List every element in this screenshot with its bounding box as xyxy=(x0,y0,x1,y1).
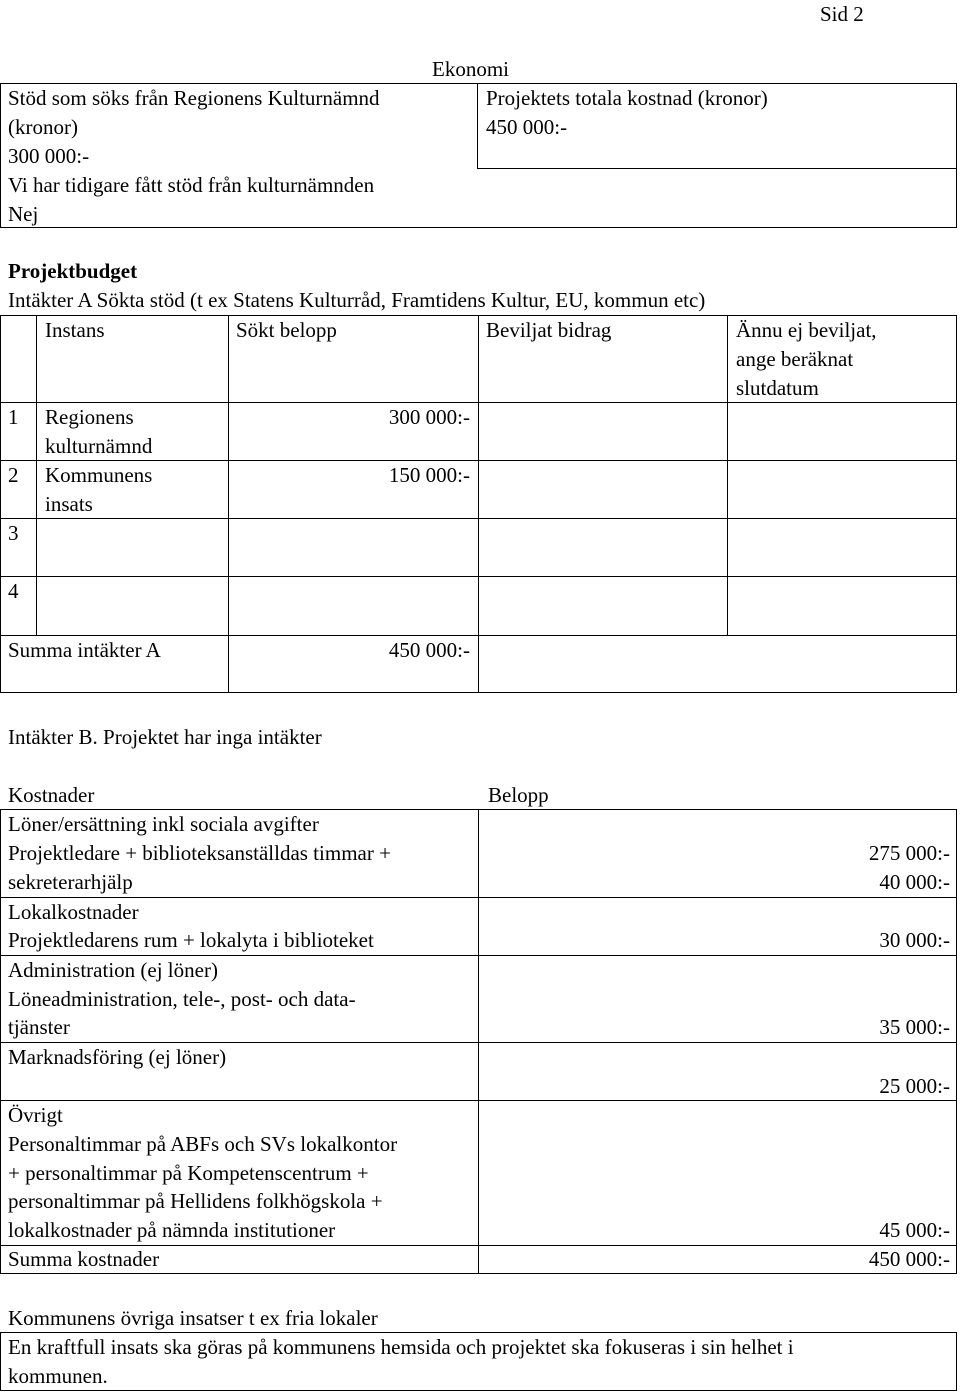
row-number: 2 xyxy=(8,463,19,487)
income-b-label: Intäkter B. Projektet har inga intäkter xyxy=(8,725,322,749)
requested-support-value: 300 000:- xyxy=(8,144,90,168)
cost-admin-title: Administration (ej löner) xyxy=(8,958,218,982)
costs-sum-value: 450 000:- xyxy=(868,1247,950,1271)
col-header-requested: Sökt belopp xyxy=(236,318,337,342)
previous-support-value: Nej xyxy=(8,202,39,226)
cost-premises-desc: Projektledarens rum + lokalyta i biblioteket xyxy=(8,928,374,952)
cost-admin-desc: tjänster xyxy=(8,1015,70,1039)
income-a-sum-value: 450 000:- xyxy=(388,638,470,662)
col-header-pending: slutdatum xyxy=(736,376,819,400)
col-header-pending: Ännu ej beviljat, xyxy=(736,318,877,342)
cost-salaries-amount: 275 000:- xyxy=(868,841,950,865)
cost-other-title: Övrigt xyxy=(8,1103,63,1127)
municipality-text: En kraftfull insats ska göras på kommunens hemsida och projektet ska fokuseras i sin helhet i xyxy=(8,1335,794,1359)
row-number: 1 xyxy=(8,405,19,429)
costs-sum-label: Summa kostnader xyxy=(8,1247,160,1271)
costs-header-amount: Belopp xyxy=(488,783,549,807)
col-header-pending: ange beräknat xyxy=(736,347,854,371)
total-cost-label: Projektets totala kostnad (kronor) xyxy=(486,86,768,110)
row-number: 3 xyxy=(8,521,19,545)
economy-heading: Ekonomi xyxy=(432,57,509,81)
col-header-instans: Instans xyxy=(45,318,105,342)
municipality-text: kommunen. xyxy=(8,1364,108,1388)
cost-salaries-title: Löner/ersättning inkl sociala avgifter xyxy=(8,812,319,836)
cost-salaries-amount: 40 000:- xyxy=(879,870,950,894)
cost-salaries-desc: sekreterarhjälp xyxy=(8,870,133,894)
budget-heading: Projektbudget xyxy=(8,259,138,283)
col-header-granted: Beviljat bidrag xyxy=(486,318,612,342)
cost-premises-title: Lokalkostnader xyxy=(8,900,139,924)
income-a-label: Intäkter A Sökta stöd (t ex Statens Kulturråd, Framtidens Kultur, EU, kommun etc) xyxy=(8,288,706,312)
costs-header-label: Kostnader xyxy=(8,783,95,807)
row-instans: insats xyxy=(45,492,93,516)
cost-other-desc: personaltimmar på Hellidens folkhögskola + xyxy=(8,1189,383,1213)
cost-marketing-amount: 25 000:- xyxy=(879,1074,950,1098)
income-a-sum-label: Summa intäkter A xyxy=(8,638,161,662)
cost-admin-amount: 35 000:- xyxy=(879,1015,950,1039)
municipality-heading: Kommunens övriga insatser t ex fria lokaler xyxy=(8,1306,378,1330)
cost-other-amount: 45 000:- xyxy=(879,1218,950,1242)
previous-support-label: Vi har tidigare fått stöd från kulturnämnden xyxy=(8,173,375,197)
requested-support-label: Stöd som söks från Regionens Kulturnämnd xyxy=(8,86,380,110)
row-instans: kulturnämnd xyxy=(45,434,153,458)
cost-other-desc: lokalkostnader på nämnda institutioner xyxy=(8,1218,336,1242)
cost-marketing-title: Marknadsföring (ej löner) xyxy=(8,1045,227,1069)
row-instans: Kommunens xyxy=(45,463,153,487)
row-requested: 300 000:- xyxy=(388,405,470,429)
cost-admin-desc: Löneadministration, tele-, post- och data- xyxy=(8,987,356,1011)
total-cost-value: 450 000:- xyxy=(486,115,568,139)
cost-other-desc: + personaltimmar på Kompetenscentrum + xyxy=(8,1161,369,1185)
row-requested: 150 000:- xyxy=(388,463,470,487)
cost-premises-amount: 30 000:- xyxy=(879,928,950,952)
requested-support-label-unit: (kronor) xyxy=(8,115,78,139)
cost-other-desc: Personaltimmar på ABFs och SVs lokalkontor xyxy=(8,1132,398,1156)
row-number: 4 xyxy=(8,579,19,603)
page-number: Sid 2 xyxy=(820,2,864,26)
row-instans: Regionens xyxy=(45,405,134,429)
cost-salaries-desc: Projektledare + biblioteksanställdas timmar + xyxy=(8,841,391,865)
